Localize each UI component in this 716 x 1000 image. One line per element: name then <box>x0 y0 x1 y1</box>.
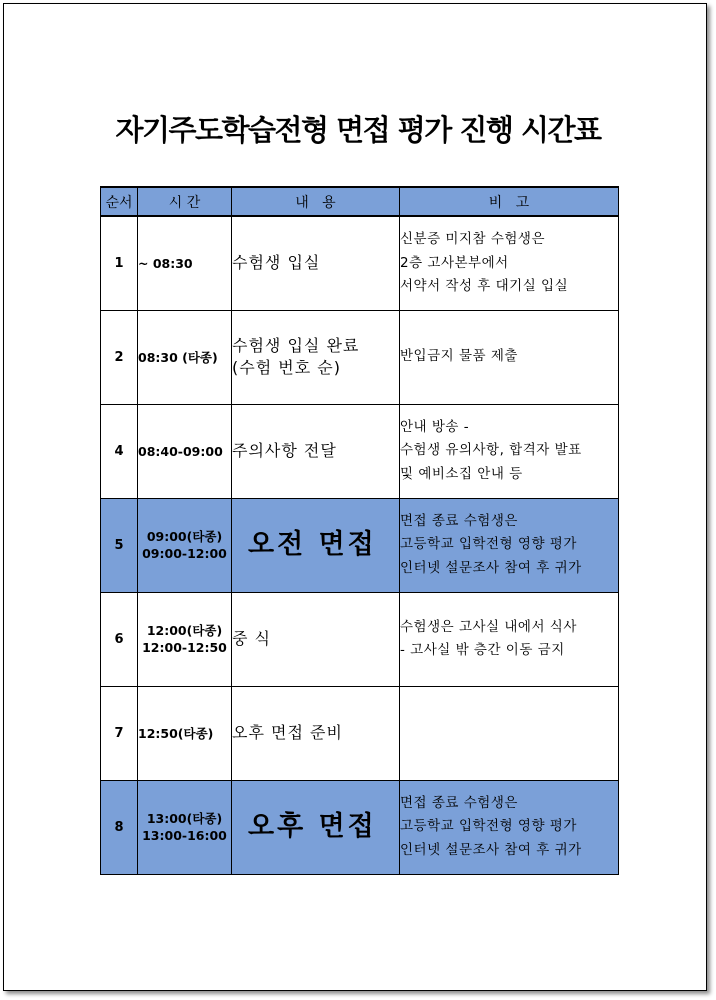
content-line: 오후 면접 <box>248 811 377 842</box>
row-number: 7 <box>101 686 138 780</box>
table-row <box>101 404 619 498</box>
table-row <box>101 310 619 404</box>
table-row <box>101 686 619 780</box>
row-content <box>232 498 400 592</box>
content-line: 오후 면접 준비 <box>232 723 343 742</box>
content-line: 수험생 입실 <box>232 253 321 273</box>
note-line: 수험생은 고사실 내에서 식사 <box>400 618 577 635</box>
row-note <box>400 404 619 498</box>
row-note <box>400 216 619 310</box>
row-time <box>138 780 232 874</box>
row-number: 6 <box>101 592 138 686</box>
row-content <box>232 310 400 404</box>
row-number: 5 <box>101 498 138 592</box>
note-line: 고등학교 입학전형 영향 평가 <box>400 818 577 835</box>
time-line: 12:00-12:50 <box>142 640 227 655</box>
schedule-table <box>100 186 619 875</box>
header-time: 시 간 <box>138 187 232 216</box>
content-line: 중 식 <box>232 629 271 648</box>
time-line: 12:00(타종) <box>146 623 223 638</box>
note-line: 및 예비소집 안내 등 <box>400 465 523 482</box>
content-line: 오전 면접 <box>248 529 377 560</box>
row-time <box>138 310 232 404</box>
row-number: 8 <box>101 780 138 874</box>
table-row-highlighted <box>101 498 619 592</box>
header-row <box>101 187 619 216</box>
note-line: 인터넷 설문조사 참여 후 귀가 <box>400 841 582 858</box>
note-line: 면접 종료 수험생은 <box>400 512 518 529</box>
row-number: 1 <box>101 216 138 310</box>
table-row-highlighted <box>101 780 619 874</box>
content-line: (수험 번호 순) <box>232 358 341 377</box>
content-line: 수험생 입실 완료 <box>232 336 360 355</box>
note-line: 2층 고사본부에서 <box>400 254 509 271</box>
time-line: 09:00-12:00 <box>142 546 227 561</box>
row-time <box>138 404 232 498</box>
row-content <box>232 592 400 686</box>
table-row <box>101 592 619 686</box>
row-note <box>400 310 619 404</box>
time-line: 13:00-16:00 <box>142 828 227 843</box>
note-line: 고등학교 입학전형 영향 평가 <box>400 536 577 553</box>
row-note <box>400 498 619 592</box>
row-content <box>232 686 400 780</box>
row-note <box>400 780 619 874</box>
row-time <box>138 592 232 686</box>
note-line: 반입금지 물품 제출 <box>400 348 518 365</box>
note-line: - 고사실 밖 층간 이동 금지 <box>400 642 565 658</box>
note-line: 신분증 미지참 수험생은 <box>400 231 545 247</box>
row-note <box>400 592 619 686</box>
note-line: 서약서 작성 후 대기실 입실 <box>400 278 569 294</box>
row-content <box>232 404 400 498</box>
row-note <box>400 686 619 780</box>
table-row <box>101 216 619 310</box>
header-content: 내 용 <box>232 187 400 216</box>
row-content <box>232 780 400 874</box>
time-line: 09:00(타종) <box>146 529 223 544</box>
header-num: 순서 <box>101 187 138 216</box>
note-line: 수험생 유의사항, 합격자 발표 <box>400 442 582 459</box>
note-line: 면접 종료 수험생은 <box>400 794 518 811</box>
row-time <box>138 498 232 592</box>
row-number: 2 <box>101 310 138 404</box>
row-time <box>138 686 232 780</box>
row-content <box>232 216 400 310</box>
row-time <box>138 216 232 310</box>
note-line: 안내 방송 - <box>400 418 470 435</box>
header-note: 비 고 <box>400 187 619 216</box>
time-line: 08:30 (타종) <box>138 349 218 365</box>
note-line: 인터넷 설문조사 참여 후 귀가 <box>400 559 582 576</box>
row-number: 4 <box>101 404 138 498</box>
time-line: 13:00(타종) <box>146 811 223 826</box>
time-line: 12:50(타종) <box>138 725 214 741</box>
time-line: 08:40-09:00 <box>138 443 223 459</box>
content-line: 주의사항 전달 <box>232 441 337 460</box>
document-title: 자기주도학습전형 면접 평가 진행 시간표 <box>115 113 601 147</box>
time-line: ~ 08:30 <box>138 255 193 271</box>
